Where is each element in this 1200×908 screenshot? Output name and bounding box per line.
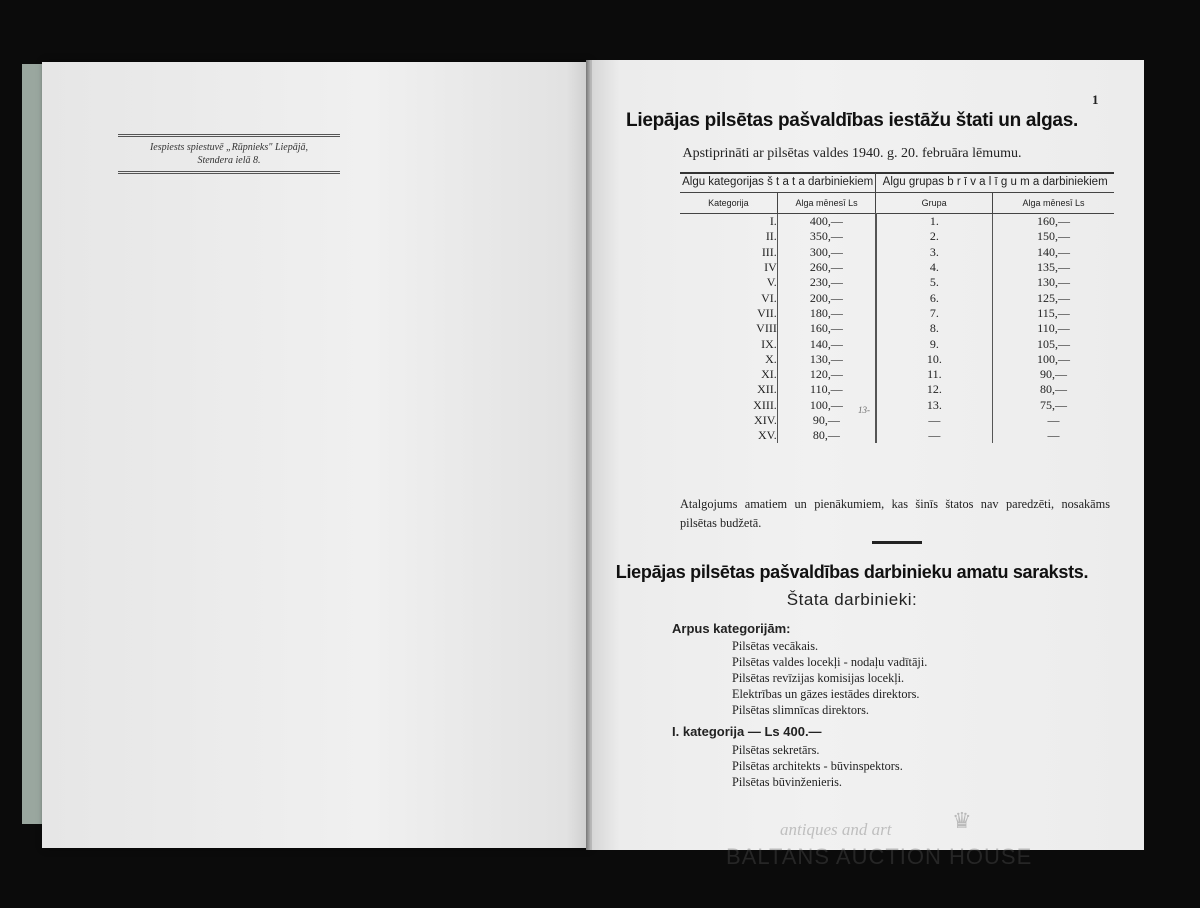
table-row xyxy=(680,229,1114,244)
list-item: Pilsētas revīzijas komisijas locekļi. xyxy=(732,671,905,685)
salary-table xyxy=(680,173,1114,443)
cell-grupa: 8. xyxy=(876,321,993,336)
cell-alga: 350,— xyxy=(777,229,876,244)
table-group-header-staff: Algu kategorijas š t a t a darbiniekiem xyxy=(680,173,876,193)
cell-grupa: — xyxy=(876,428,993,443)
col-header-alga-2: Alga mēnesī Ls xyxy=(992,193,1114,214)
col-header-alga: Alga mēnesī Ls xyxy=(777,193,876,214)
cell-alga-2: 135,— xyxy=(992,260,1114,275)
imprint-rule-bottom xyxy=(118,171,340,172)
cell-alga: 140,— xyxy=(777,336,876,351)
cell-kategorija: XI. xyxy=(761,367,777,382)
table-footnote: Atalgojums amatiem un pienākumiem, kas šinīs štatos nav paredzēti, nosakāms pilsētas budžetā. xyxy=(680,497,1110,530)
watermark-text: antiques and art xyxy=(780,820,892,839)
list-item: Pilsētas slimnīcas direktors. xyxy=(732,703,869,717)
cell-alga-2: — xyxy=(992,413,1114,428)
left-page xyxy=(42,62,588,848)
table-row xyxy=(680,336,1114,351)
page-number: 1 xyxy=(1092,92,1099,107)
handwritten-note: 13- xyxy=(858,405,870,415)
cell-kategorija: III. xyxy=(761,244,777,259)
page-subtitle: Apstiprināti ar pilsētas valdes 1940. g. 20. februāra lēmumu. xyxy=(682,146,1022,161)
cell-alga: 260,— xyxy=(777,260,876,275)
cell-alga: 80,— xyxy=(777,428,876,443)
list-item: Pilsētas architekts - būvinspektors. xyxy=(732,759,903,773)
imprint-rule-bottom-2 xyxy=(118,173,340,174)
cell-alga-2: 90,— xyxy=(992,367,1114,382)
cell-grupa: 5. xyxy=(876,275,993,290)
list-item: Pilsētas būvinženieris. xyxy=(732,775,842,789)
cell-grupa: 6. xyxy=(876,290,993,305)
table-row xyxy=(680,367,1114,382)
cell-alga: 400,— xyxy=(777,214,876,230)
crown-icon: ♛ xyxy=(952,808,972,833)
cell-alga: 110,— xyxy=(777,382,876,397)
col-header-kategorija: Kategorija xyxy=(680,193,777,214)
table-group-header-contract: Algu grupas b r ī v a l ī g u m a darbiniekiem xyxy=(876,173,1114,193)
section-title: Liepājas pilsētas pašvaldības darbinieku amatu saraksts. xyxy=(615,562,1089,582)
table-row xyxy=(680,428,1114,443)
cell-grupa: 7. xyxy=(876,306,993,321)
cell-kategorija: VII. xyxy=(757,305,777,320)
cell-alga-2: — xyxy=(992,428,1114,443)
list-item: Pilsētas valdes locekļi - nodaļu vadītāji. xyxy=(732,655,928,669)
cell-alga: 160,— xyxy=(777,321,876,336)
cell-kategorija: V. xyxy=(766,275,777,290)
imprint-rule-top xyxy=(118,134,340,135)
printer-imprint xyxy=(118,134,340,174)
imprint-rule-top-2 xyxy=(118,136,340,137)
watermark-house-name: BALTANS AUCTION HOUSE xyxy=(726,844,1033,869)
cell-alga: 200,— xyxy=(777,290,876,305)
cell-alga: 180,— xyxy=(777,306,876,321)
cell-alga-2: 130,— xyxy=(992,275,1114,290)
cell-grupa: 4. xyxy=(876,260,993,275)
cell-kategorija: I. xyxy=(769,214,777,229)
cell-alga: 90,— xyxy=(777,413,876,428)
cell-kategorija: XII. xyxy=(757,382,777,397)
cell-alga-2: 140,— xyxy=(992,245,1114,260)
cell-alga: 230,— xyxy=(777,275,876,290)
cell-alga: 120,— xyxy=(777,367,876,382)
cell-kategorija: X. xyxy=(765,351,777,366)
cell-grupa: 2. xyxy=(876,229,993,244)
cell-alga-2: 80,— xyxy=(992,382,1114,397)
table-row xyxy=(680,275,1114,290)
imprint-line-1: Iespiests spiestuvē „Rūpnieks" Liepājā, xyxy=(149,142,309,153)
cell-alga-2: 100,— xyxy=(992,352,1114,367)
staff-heading: Štata darbinieki: xyxy=(786,590,918,609)
cell-kategorija: II. xyxy=(765,229,777,244)
right-page xyxy=(592,60,1144,850)
table-row xyxy=(680,245,1114,260)
salary-table-body xyxy=(680,214,1114,444)
page-title: Liepājas pilsētas pašvaldības iestāžu štati un algas. xyxy=(626,110,1078,131)
cell-kategorija: IV xyxy=(764,260,777,275)
table-row xyxy=(680,398,1114,413)
cell-alga-2: 115,— xyxy=(992,306,1114,321)
cell-alga: 130,— xyxy=(777,352,876,367)
section-heading-outside-categories: Arpus kategorijām: xyxy=(672,621,791,636)
cell-kategorija: IX. xyxy=(761,336,777,351)
cell-grupa: 11. xyxy=(876,367,993,382)
table-row xyxy=(680,382,1114,397)
table-row xyxy=(680,260,1114,275)
cell-alga: 300,— xyxy=(777,245,876,260)
cell-grupa: 13. xyxy=(876,398,993,413)
list-item: Pilsētas vecākais. xyxy=(732,639,819,653)
cell-kategorija: XIII. xyxy=(753,397,777,412)
cell-kategorija: XIV. xyxy=(754,413,777,427)
cell-alga-2: 125,— xyxy=(992,290,1114,305)
cell-grupa: 3. xyxy=(876,245,993,260)
cell-grupa: 10. xyxy=(876,352,993,367)
table-row xyxy=(680,290,1114,305)
section-divider xyxy=(872,541,922,544)
list-item: Pilsētas sekretārs. xyxy=(732,743,820,757)
table-row xyxy=(680,306,1114,321)
cell-grupa: 12. xyxy=(876,382,993,397)
cell-alga-2: 160,— xyxy=(992,214,1114,230)
table-row xyxy=(680,352,1114,367)
cell-alga-2: 150,— xyxy=(992,229,1114,244)
cell-alga-2: 75,— xyxy=(992,398,1114,413)
cell-grupa: 1. xyxy=(876,214,993,230)
cell-alga: 100,— xyxy=(777,398,876,413)
cell-alga-2: 110,— xyxy=(992,321,1114,336)
col-header-grupa: Grupa xyxy=(876,193,993,214)
cell-kategorija: VIII xyxy=(756,321,777,336)
section-heading-category-1: I. kategorija — Ls 400.— xyxy=(672,724,822,739)
cell-alga-2: 105,— xyxy=(992,336,1114,351)
imprint-line-2: Stendera ielā 8. xyxy=(197,155,261,166)
cell-grupa: 9. xyxy=(876,336,993,351)
cell-kategorija: VI. xyxy=(761,290,777,305)
list-item: Elektrības un gāzes iestādes direktors. xyxy=(732,687,920,701)
cell-kategorija: XV. xyxy=(758,428,777,443)
table-row xyxy=(680,321,1114,336)
table-row xyxy=(680,413,1114,428)
table-row xyxy=(680,214,1114,230)
cell-grupa: — xyxy=(876,413,993,428)
